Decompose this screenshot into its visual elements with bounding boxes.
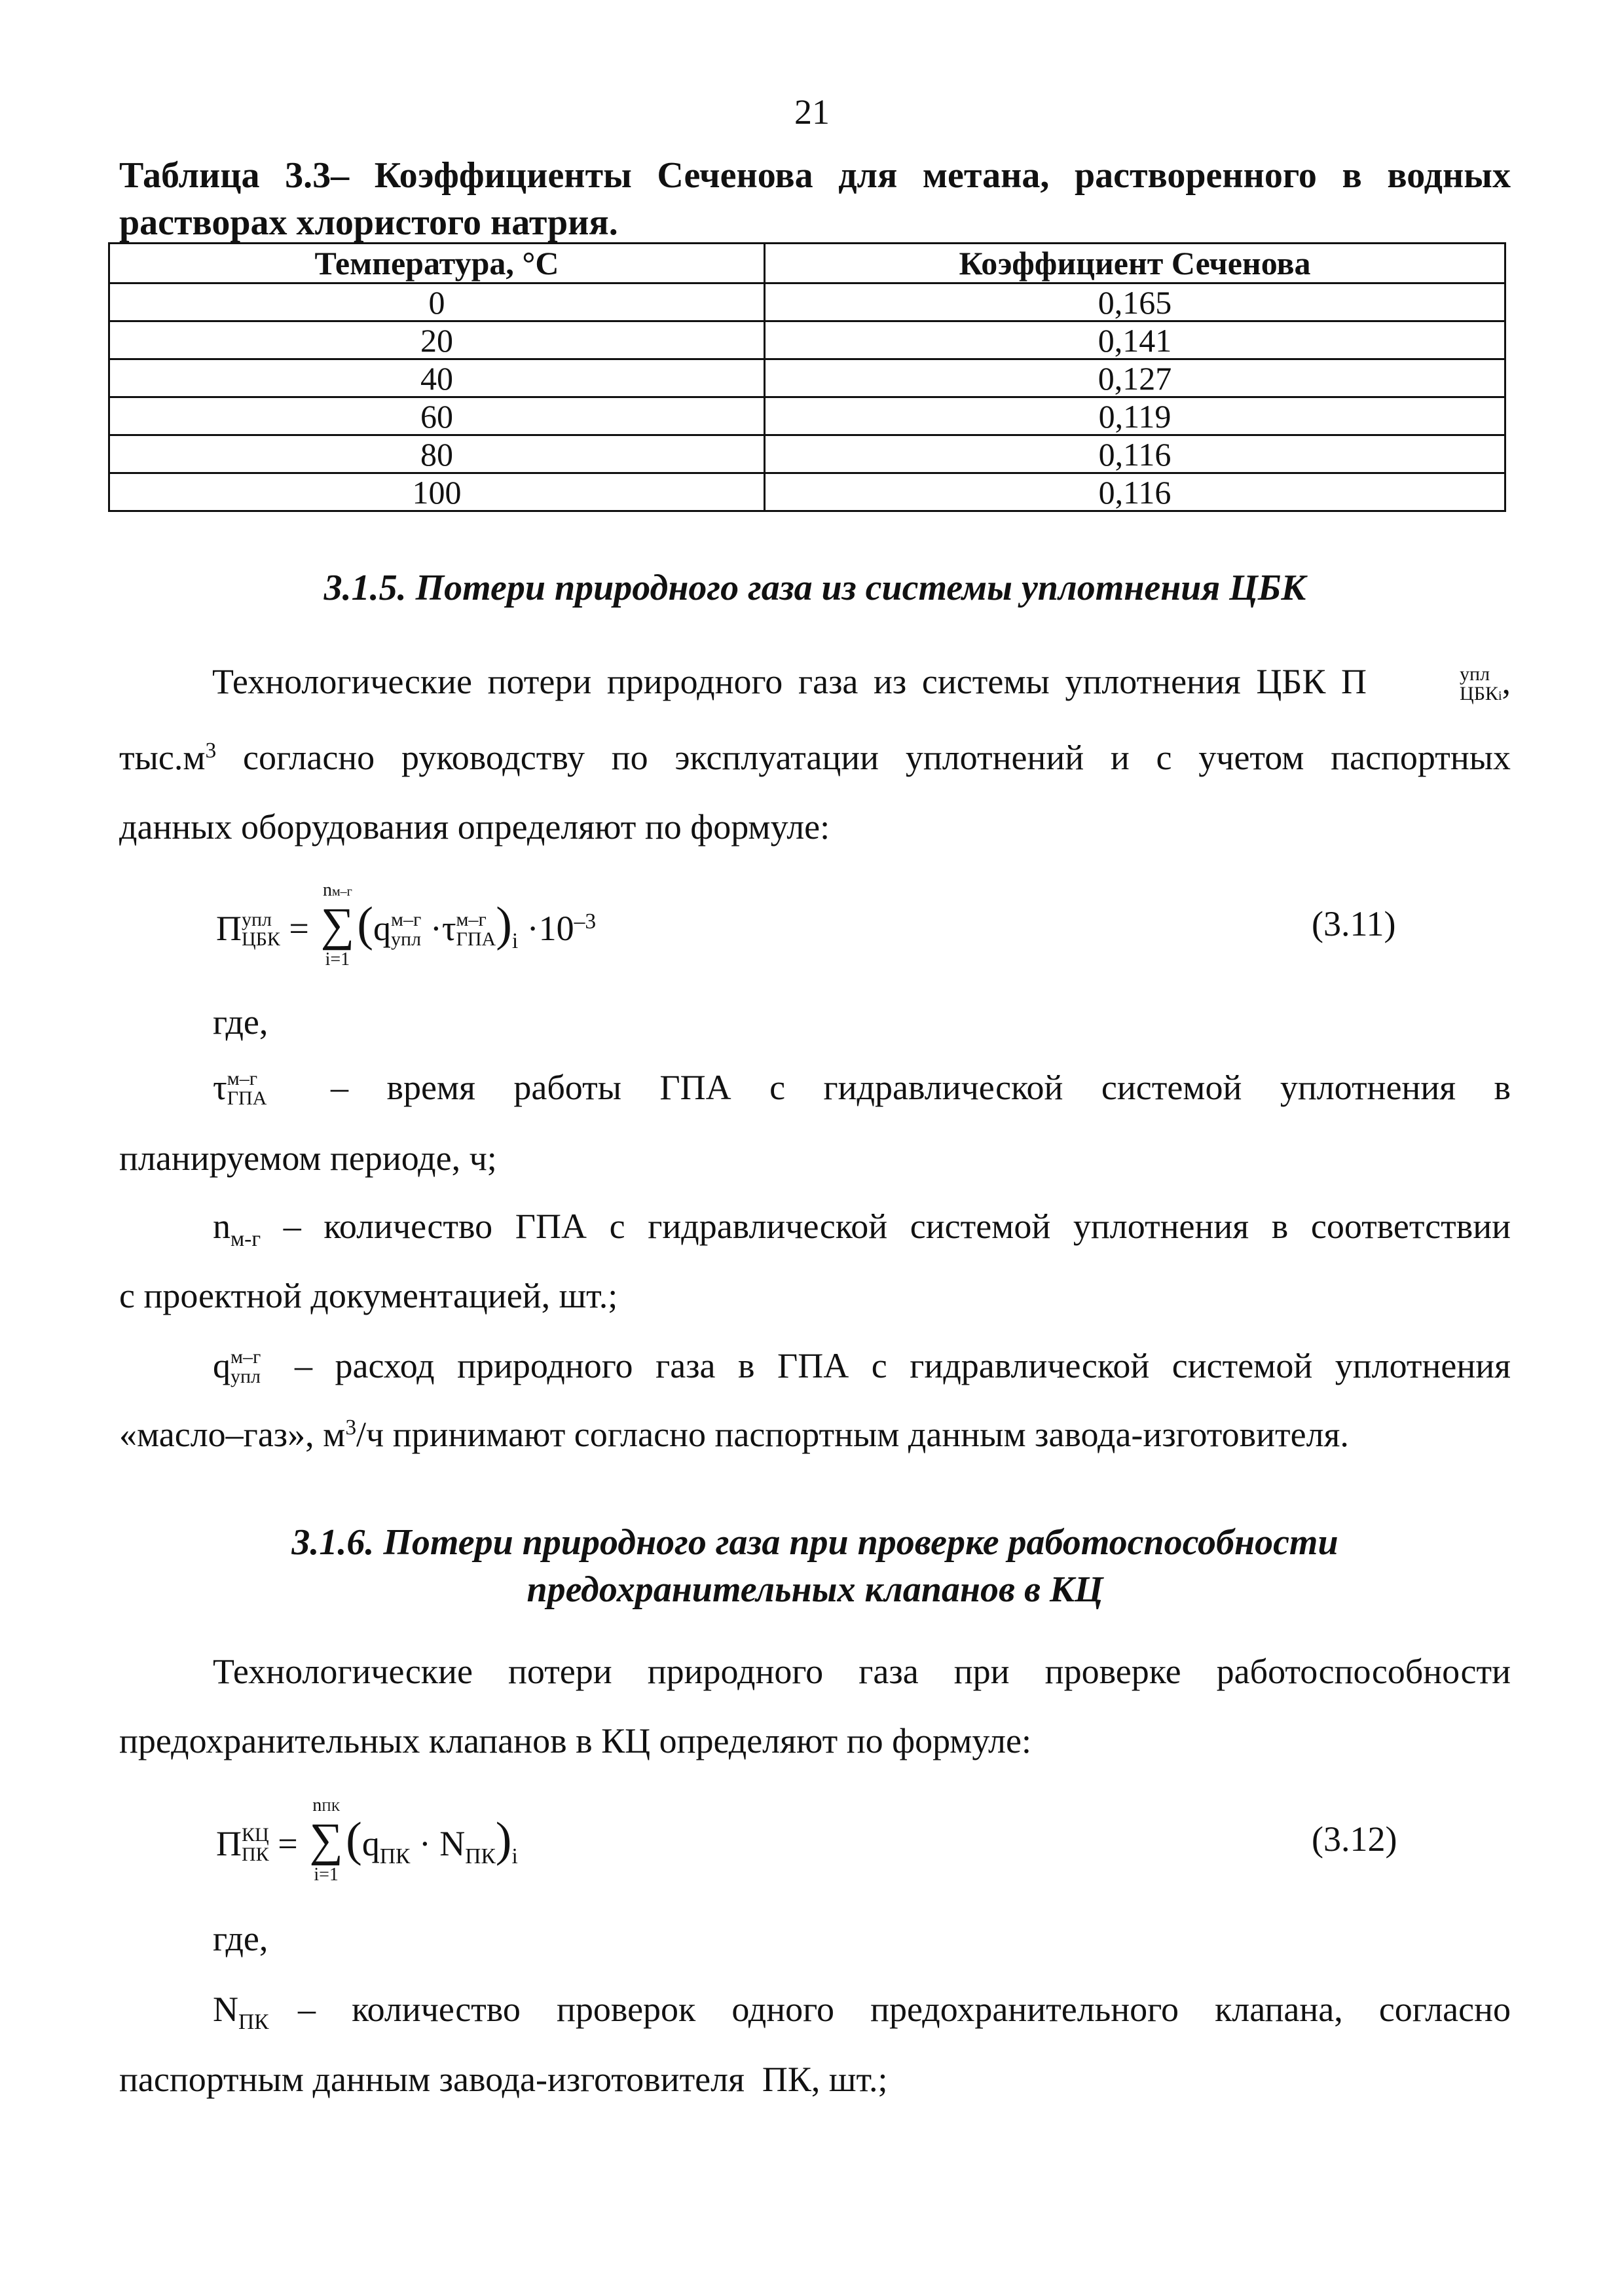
section-316-heading-line2: предохранительных клапанов в КЦ [526, 1569, 1103, 1610]
section-316-heading-line1: 3.1.6. Потери природного газа при проверке работоспособности [291, 1522, 1338, 1563]
formula-equals: = [289, 909, 309, 948]
formula-tau-scripts [456, 910, 496, 949]
sum2-upper-limit [306, 1796, 346, 1816]
section-315-where: где, [213, 1002, 268, 1042]
formula-lhs: П [216, 909, 242, 948]
section-315-intro-line3: данных оборудования определяют по формуле: [119, 807, 830, 847]
table-row [109, 321, 1505, 359]
formula2-equals: = [278, 1824, 298, 1863]
formula2-lhs-scripts [242, 1825, 269, 1865]
def-n-line1 [213, 1206, 1511, 1251]
formula2-lhs-sub: ПК [242, 1844, 269, 1865]
cell-temperature: 60 [109, 397, 765, 435]
table-caption-line2: растворах хлористого натрия. [119, 202, 618, 243]
cell-coefficient: 0,116 [765, 473, 1505, 511]
def-q-text-a: «масло–газ», м [119, 1415, 346, 1454]
intro-comma: , [1502, 662, 1511, 701]
formula-times: ·10 [526, 909, 574, 948]
intro-text: Технологические потери природного газа из системы уплотнения ЦБК П [212, 662, 1367, 701]
formula-3-11-number: (3.11) [1312, 904, 1396, 943]
formula-lhs-sup: упл [242, 909, 272, 930]
section-316-intro-line2: предохранительных клапанов в КЦ определяют по формуле: [119, 1721, 1031, 1760]
formula-close-sub: i [511, 928, 519, 953]
def-tau-text-line1: – время работы ГПА с гидравлической системой уплотнения в [331, 1068, 1511, 1107]
sum2-symbol: nПК ∑ i=1 [306, 1816, 346, 1863]
def-n-text: – количество ГПА с гидравлической системой уплотнения в соответствии [261, 1207, 1511, 1246]
formula-tau: τ [441, 909, 456, 948]
def-q-text-b: /ч принимают согласно паспортным данным завода-изготовителя. [356, 1415, 1349, 1454]
def-q-scripts [231, 1347, 261, 1387]
def-n-line2: с проектной документацией, шт.; [119, 1276, 618, 1315]
formula-3-11: П упл ЦБК = nм–г ∑ i=1 (q м–г упл ·τ м–г ГПА )$_i \cdot 10^{-3}$ [216, 880, 597, 970]
cell-coefficient: 0,165 [765, 283, 1505, 321]
intro-units: тыс.м [119, 738, 206, 777]
def-N-text-line2: паспортным данным завода-изготовителя ПК, шт.; [119, 2060, 888, 2099]
sum-upper-limit [318, 881, 357, 901]
formula2-lhs-sup: КЦ [242, 1824, 269, 1846]
formula2-q-sub: ПК [379, 1844, 411, 1868]
def-tau-scripts [227, 1069, 267, 1108]
formula-power: –3 [574, 909, 597, 934]
def-tau-symbol [213, 1067, 267, 1108]
def-N-text-line1: – количество проверок одного предохранительного клапана, согласно [298, 1990, 1511, 2029]
formula-q-sub: упл [391, 928, 422, 950]
section-316-intro-line1: Технологические потери природного газа при проверке работоспособности [213, 1652, 1511, 1691]
cell-temperature: 0 [109, 283, 765, 321]
intro-symbol-scripts [1367, 665, 1502, 706]
table-row [109, 283, 1505, 321]
sum2-upper-n: n [312, 1795, 322, 1815]
def-q-sym: q [213, 1346, 231, 1385]
sum2-upper-sub: ПК [322, 1800, 341, 1814]
header-temperature: Температура, °С [109, 244, 765, 283]
def-q-sub: упл [231, 1366, 261, 1387]
table-row [109, 359, 1505, 397]
def-q-text-sup: 3 [345, 1415, 357, 1440]
def-N-sym: N [213, 1990, 238, 2029]
table-row [109, 397, 1505, 435]
table-row [109, 435, 1505, 473]
formula-tau-sup: м–г [456, 909, 487, 930]
header-coefficient: Коэффициент Сеченова [765, 244, 1505, 283]
sechenov-table [108, 242, 1506, 512]
def-tau-sup: м–г [227, 1068, 257, 1089]
cell-coefficient: 0,141 [765, 321, 1505, 359]
formula-3-12: П КЦ ПК = nПК ∑ i=1 $(q_{ПК} \cdot N_{ПК})_i$ [216, 1795, 518, 1885]
sum-lower-limit: i=1 [325, 949, 350, 970]
intro-sym-sup: упл [1460, 663, 1490, 685]
section-315-intro-line2 [119, 737, 1511, 778]
section-316-where: где, [213, 1919, 268, 1958]
formula-3-12-number: (3.12) [1312, 1819, 1397, 1859]
formula-tau-sub: ГПА [456, 928, 496, 950]
intro-text-2: согласно руководству по эксплуатации уплотнений и с учетом паспортных [216, 738, 1511, 777]
formula-dot: · [430, 909, 442, 948]
intro-sym-sub: ЦБК [1460, 683, 1498, 704]
def-q-text-line1: – расход природного газа в ГПА с гидравлической системой уплотнения [295, 1346, 1511, 1385]
sum-upper-n: n [322, 880, 332, 900]
cell-coefficient: 0,127 [765, 359, 1505, 397]
formula2-q: q [361, 1824, 380, 1863]
formula-q-sup: м–г [391, 909, 422, 930]
def-tau-sub: ГПА [227, 1087, 267, 1109]
def-q-sup: м–г [231, 1346, 261, 1368]
table-caption-line1: Таблица 3.3– Коэффициенты Сеченова для метана, растворенного в водных [119, 155, 1511, 196]
def-tau-text-line2: планируемом периоде, ч; [119, 1139, 497, 1178]
sum2-lower-limit: i=1 [314, 1865, 339, 1885]
formula-lhs-scripts [242, 910, 280, 949]
table-caption [119, 152, 1511, 246]
formula2-dot: · [418, 1824, 431, 1863]
intro-units-sup: 3 [205, 738, 217, 763]
cell-temperature: 40 [109, 359, 765, 397]
def-q-text-line2 [119, 1414, 1349, 1455]
cell-temperature: 80 [109, 435, 765, 473]
sum-upper-sub: м–г [331, 884, 352, 899]
intro-sym-sub-i: i [1498, 689, 1502, 703]
def-N-sub: ПК [238, 2009, 269, 2034]
table-row [109, 473, 1505, 511]
section-315-heading: 3.1.5. Потери природного газа из системы уплотнения ЦБК [323, 568, 1306, 608]
formula-lhs-sub: ЦБК [242, 928, 280, 950]
formula2-N-sub: ПК [465, 1844, 496, 1868]
section-316-heading [119, 1519, 1511, 1613]
formula2-lhs: П [216, 1824, 242, 1863]
def-n-sub: м-г [231, 1226, 261, 1251]
formula-q-scripts [391, 910, 421, 949]
cell-temperature: 100 [109, 473, 765, 511]
sum-symbol: nм–г ∑ i=1 [318, 901, 357, 948]
formula2-N: N [439, 1824, 466, 1863]
formula-q: q [373, 909, 392, 948]
def-tau-sym: τ [213, 1068, 227, 1107]
cell-coefficient: 0,116 [765, 435, 1505, 473]
cell-temperature: 20 [109, 321, 765, 359]
def-n-sym: n [213, 1207, 231, 1246]
def-q-symbol [213, 1345, 261, 1387]
formula2-close-sub: i [511, 1844, 518, 1868]
cell-coefficient: 0,119 [765, 397, 1505, 435]
table-header-row [109, 244, 1505, 283]
page-number: 21 [794, 92, 830, 132]
section-315-intro-line1 [119, 661, 1511, 706]
def-N-symbol [213, 1989, 269, 2034]
